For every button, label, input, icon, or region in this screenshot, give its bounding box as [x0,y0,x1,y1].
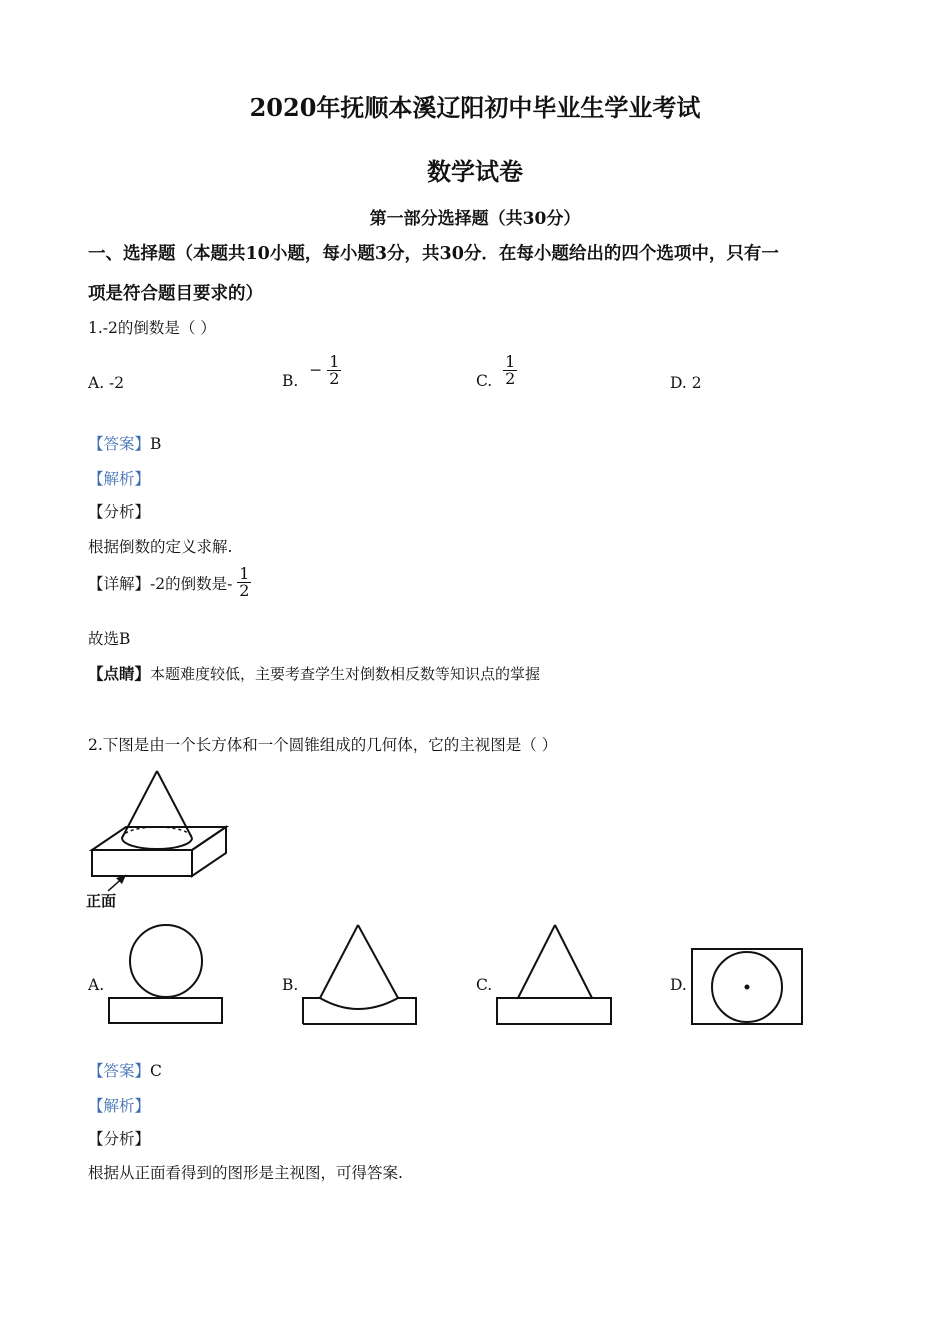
q1-comment-text: 本题难度较低，主要考查学生对倒数相反数等知识点的掌握 [150,665,541,683]
q1-analysis: 根据倒数的定义求解. [88,538,233,556]
q2-fenxi-tag: 【分析】 [88,1130,151,1148]
q1-option-c [476,350,517,390]
q2-front-label: 正面 [86,892,117,910]
q1-detail-tag: 【详解】 [88,574,151,593]
q1-answer-value: B [150,435,162,453]
q1-jiexi-tag: 【解析】 [88,470,151,488]
q1-stem: 1.-2的倒数是（ ） [88,319,216,337]
q2-jiexi-tag: 【解析】 [88,1097,151,1115]
q2-option-d-figure [690,947,806,1027]
q1-detail-numerator: 1 [239,564,250,583]
q2-option-c-label: C. [476,976,493,994]
q1-comment [88,662,540,684]
q2-option-b-label: B. [282,976,299,994]
q1-answer [88,432,161,454]
q1-answer-tag: 【答案】 [88,435,151,453]
q2-option-a-label: A. [88,976,105,994]
q1-option-b-fraction [327,351,341,388]
q1-option-c-fraction [503,351,517,388]
q2-option-b-figure [300,920,420,1028]
q2-answer-value: C [150,1062,162,1080]
q2-answer [88,1059,162,1081]
q1-option-b [282,350,341,390]
q1-option-b-sign: − [309,361,323,379]
q2-stem: 2.下图是由一个长方体和一个圆锥组成的几何体，它的主视图是（ ） [88,736,558,754]
part-heading: 第一部分选择题（共30分） [369,209,581,229]
q1-option-d: D. 2 [670,374,702,392]
section-heading-line2: 项是符合题目要求的） [88,284,263,304]
q2-option-a-figure [106,922,226,1028]
q1-detail [88,566,251,599]
q1-option-b-label: B. [282,372,299,390]
q1-option-c-numerator: 1 [505,351,516,371]
q1-conclusion: 故选B [88,630,131,648]
q2-answer-tag: 【答案】 [88,1062,151,1080]
exam-subtitle: 数学试卷 [427,157,523,186]
q1-option-c-denominator: 2 [505,368,516,388]
q2-option-c-figure [494,920,616,1028]
q1-comment-tag: 【点睛】 [88,664,151,683]
q2-option-d-label: D. [670,976,687,994]
q1-option-b-numerator: 1 [329,351,340,371]
q1-option-a: A. -2 [88,374,125,392]
q1-fenxi-tag: 【分析】 [88,503,151,521]
q1-detail-fraction [237,566,251,599]
section-heading-line1: 一、选择题（本题共10小题，每小题3分，共30分．在每小题给出的四个选项中，只有一 [88,244,779,264]
q1-option-c-label: C. [476,372,493,390]
q1-detail-text: -2的倒数是- [150,574,233,593]
q1-detail-denominator: 2 [239,581,250,600]
exam-title: 2020年抚顺本溪辽阳初中毕业生学业考试 [249,93,701,122]
q2-analysis: 根据从正面看得到的图形是主视图，可得答案. [88,1164,403,1182]
q1-option-b-denominator: 2 [329,368,340,388]
